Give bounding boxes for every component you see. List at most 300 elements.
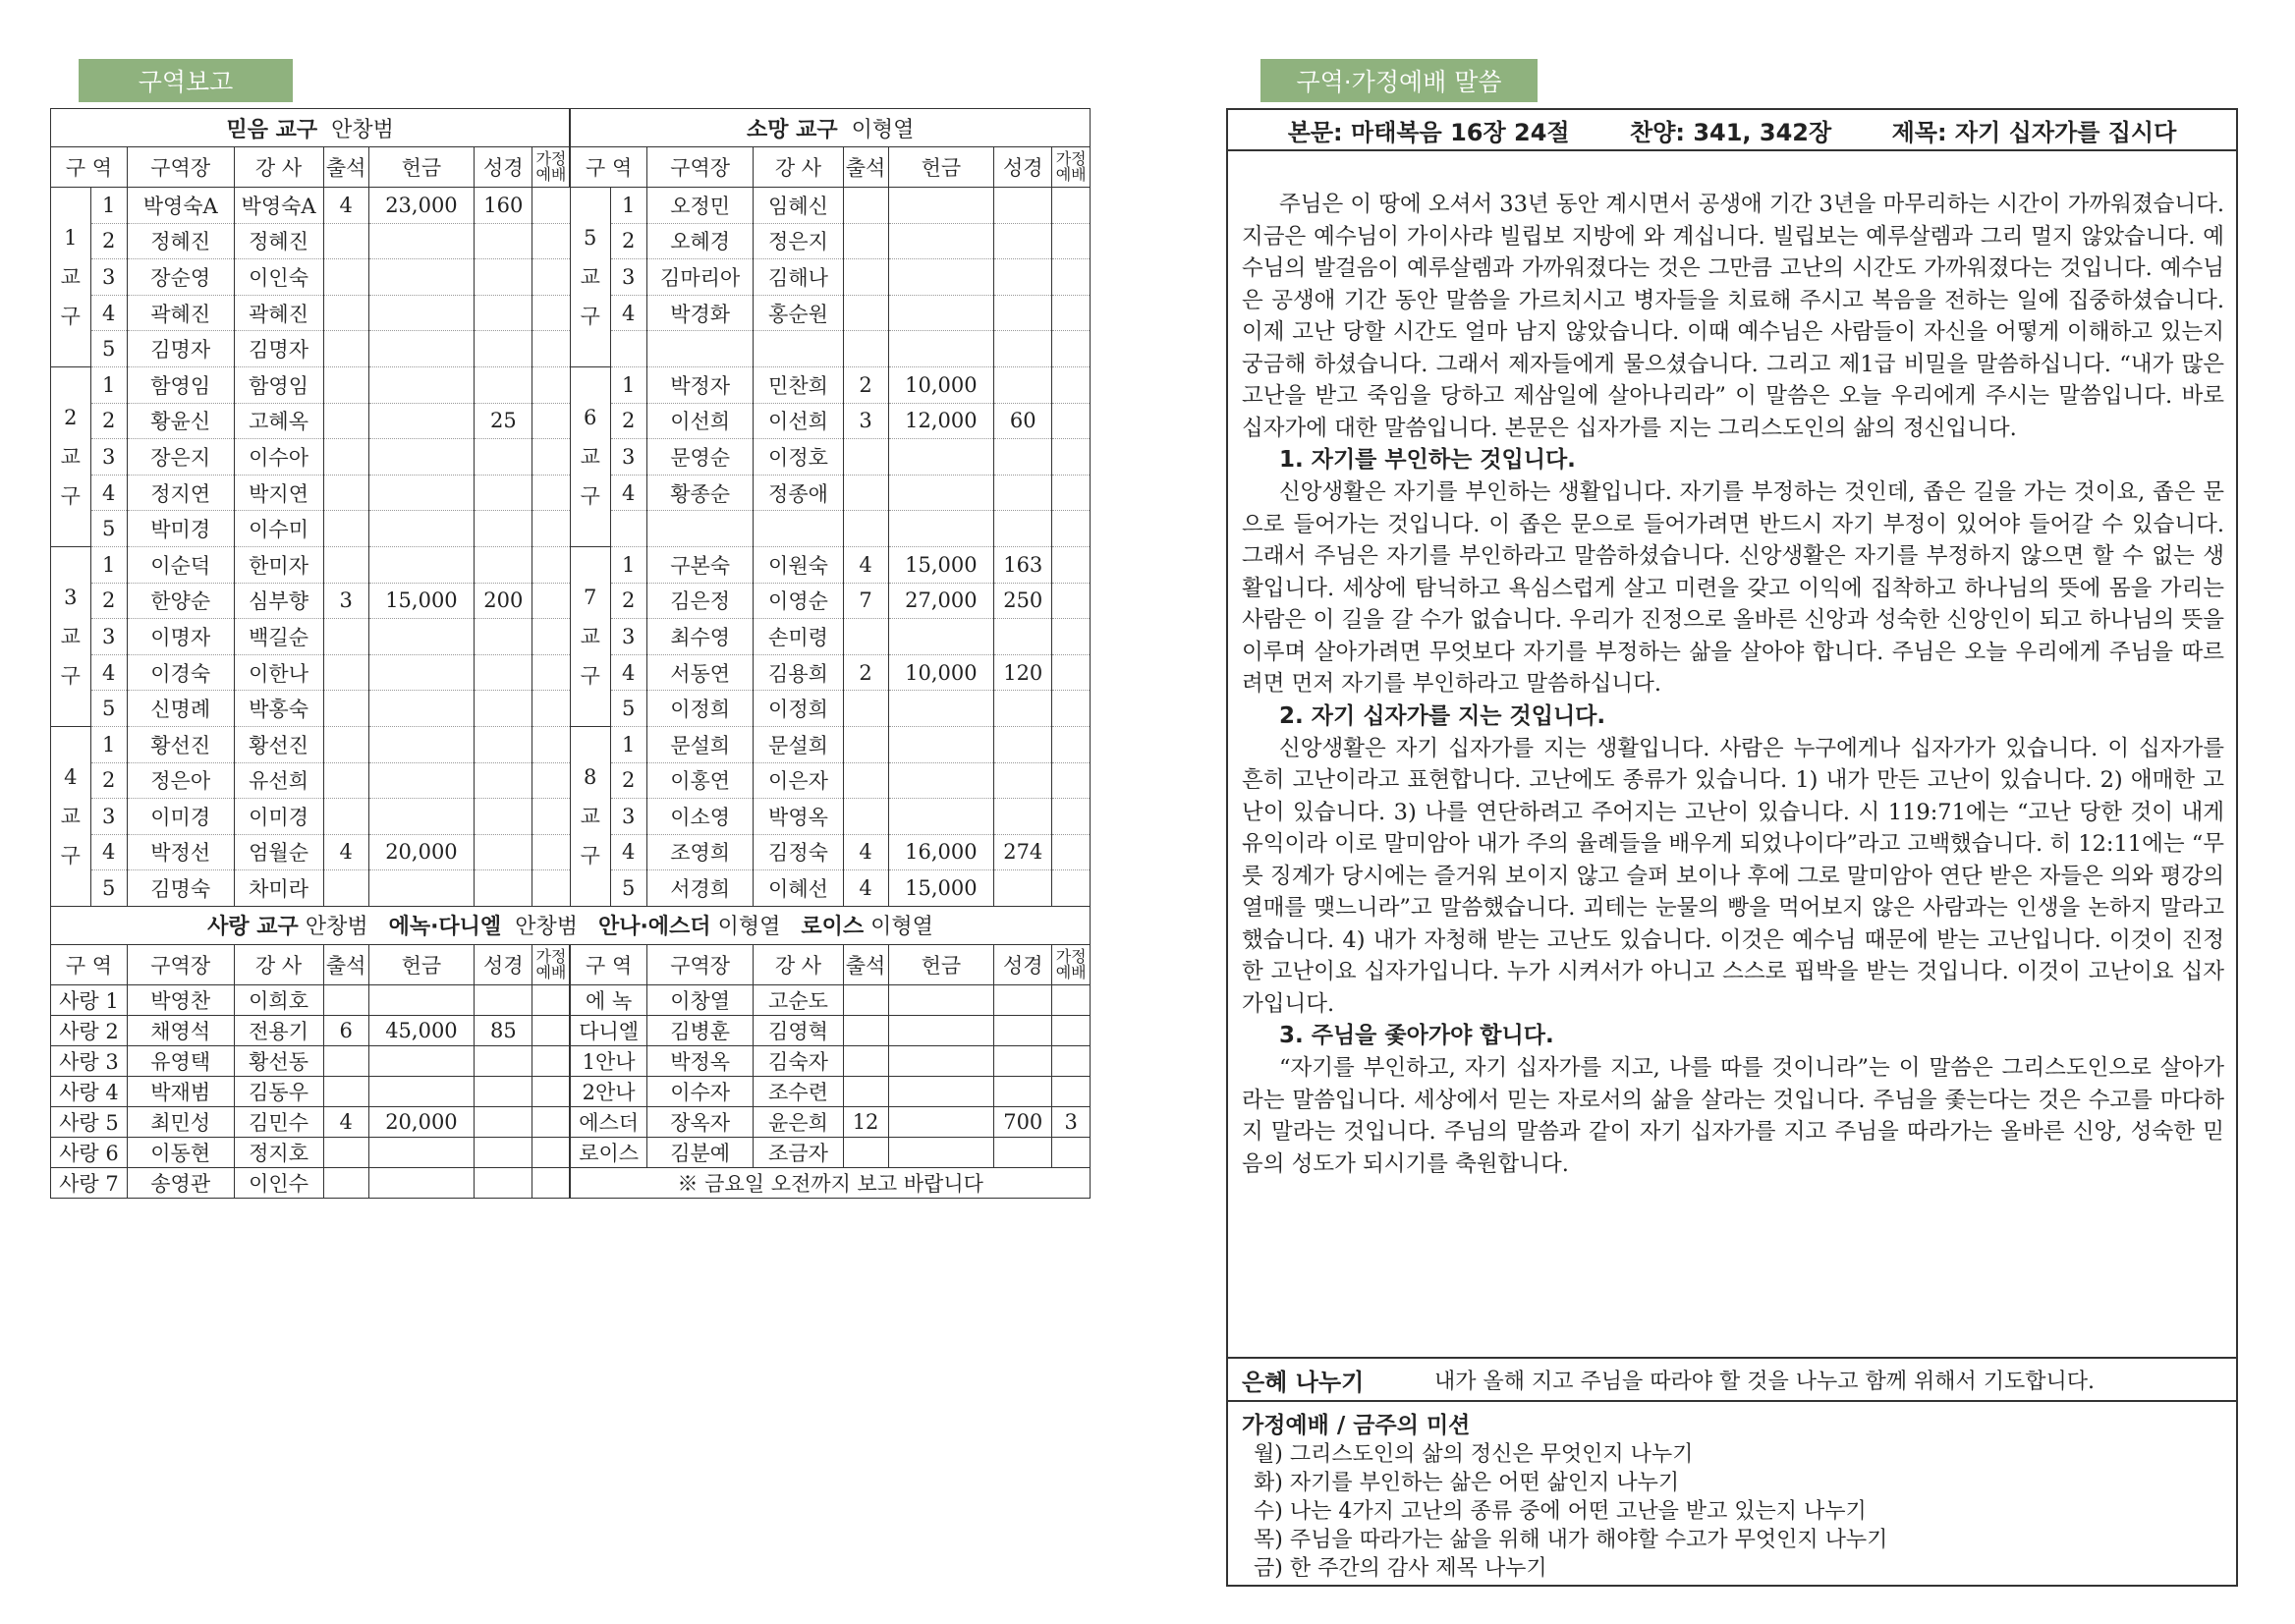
table-cell (323, 1076, 368, 1106)
table-cell: 박경화 (646, 295, 754, 331)
table-cell (532, 259, 570, 296)
table-cell (1052, 984, 1091, 1015)
table-cell (994, 366, 1052, 403)
table-cell: 이정희 (754, 691, 843, 727)
table-cell: 3 (843, 403, 888, 439)
table-cell (368, 295, 475, 331)
table-cell (1052, 654, 1091, 691)
table-cell (475, 439, 532, 476)
table-cell: 3 (610, 799, 646, 835)
table-cell (1052, 726, 1091, 762)
table-cell (323, 546, 368, 583)
table-cell (843, 1045, 888, 1076)
table-cell (532, 1106, 570, 1137)
district-group-name: 5 교 구 (570, 188, 610, 367)
table-cell: 박영숙A (234, 188, 323, 224)
table-cell (843, 984, 888, 1015)
table-cell (532, 984, 570, 1015)
table-cell (843, 1076, 888, 1106)
table-cell: 2 (610, 223, 646, 259)
table-cell: 5 (90, 331, 127, 367)
mission-item: 금) 한 주간의 감사 제목 나누기 (1254, 1556, 1547, 1581)
table-cell: 1 (90, 188, 127, 224)
table-cell: 문설희 (646, 726, 754, 762)
group-title-hope: 소망 교구 이형열 (570, 109, 1090, 147)
table-cell: 20,000 (368, 1106, 475, 1137)
weekly-mission (1242, 1412, 1887, 1583)
table-cell: 27,000 (888, 583, 994, 619)
table-cell (368, 726, 475, 762)
table-cell: 85 (475, 1015, 532, 1045)
table-cell (1052, 331, 1091, 367)
table-cell (1052, 619, 1091, 655)
table-cell: 이혜선 (754, 870, 843, 907)
table-cell (843, 223, 888, 259)
table-cell (323, 984, 368, 1015)
table-cell: 1 (610, 546, 646, 583)
table-cell (610, 331, 646, 367)
sermon-point-3: 3. 주님을 좇아가야 합니다. (1279, 1023, 1554, 1048)
table-cell (475, 762, 532, 799)
table-cell: 박재범 (127, 1076, 234, 1106)
table-cell: 이인숙 (234, 259, 323, 296)
table-cell: 김명자 (234, 331, 323, 367)
table-cell (994, 799, 1052, 835)
table-cell (323, 799, 368, 835)
table-cell: 이은자 (754, 762, 843, 799)
table-cell: 이정희 (646, 691, 754, 727)
table-cell (1052, 1076, 1091, 1106)
table-row (51, 1137, 1091, 1167)
table-cell (475, 726, 532, 762)
table-cell (532, 1015, 570, 1045)
table-cell: 김마리아 (646, 259, 754, 296)
table-cell (843, 619, 888, 655)
table-cell: 15,000 (888, 870, 994, 907)
table-cell (888, 984, 994, 1015)
table-cell (368, 511, 475, 547)
table-cell (532, 331, 570, 367)
table-cell: 정혜진 (127, 223, 234, 259)
table-cell (843, 475, 888, 511)
table-cell: 2 (610, 762, 646, 799)
table-cell (994, 259, 1052, 296)
table-cell: 고혜옥 (234, 403, 323, 439)
table-cell: 사랑 7 (51, 1167, 128, 1198)
table-cell: 4 (610, 295, 646, 331)
mission-item: 월) 그리스도인의 삶의 정신은 무엇인지 나누기 (1254, 1442, 1694, 1467)
table-cell (843, 259, 888, 296)
table-cell (368, 366, 475, 403)
table-cell (994, 1137, 1052, 1167)
table-row (51, 1045, 1091, 1076)
table-cell (843, 331, 888, 367)
table-cell (475, 691, 532, 727)
table-cell: 황윤신 (127, 403, 234, 439)
table-cell: 이영순 (754, 583, 843, 619)
table-cell (532, 691, 570, 727)
table-cell: 엄월순 (234, 834, 323, 870)
table-cell (475, 546, 532, 583)
table-cell (1052, 511, 1091, 547)
table-cell: 4 (843, 834, 888, 870)
table-cell: 4 (610, 834, 646, 870)
table-cell: 박영숙A (127, 188, 234, 224)
table-cell: 서경희 (646, 870, 754, 907)
table-cell: 15,000 (888, 546, 994, 583)
table-cell: 4 (90, 654, 127, 691)
table-cell (1052, 583, 1091, 619)
district-group-name: 2 교 구 (51, 366, 91, 546)
table-cell (994, 223, 1052, 259)
table-cell (323, 511, 368, 547)
table-cell (994, 762, 1052, 799)
table-cell (1052, 1137, 1091, 1167)
district-group-name: 1 교 구 (51, 188, 91, 367)
district-group-name: 3 교 구 (51, 546, 91, 726)
table-cell: 문설희 (754, 726, 843, 762)
table-cell: 16,000 (888, 834, 994, 870)
table-cell: 한양순 (127, 583, 234, 619)
table-cell: 홍순원 (754, 295, 843, 331)
table-cell (475, 475, 532, 511)
table-cell: 200 (475, 583, 532, 619)
table-cell: 유영택 (127, 1045, 234, 1076)
table-cell (368, 619, 475, 655)
table-cell: 사랑 4 (51, 1076, 128, 1106)
table-cell: 이선희 (646, 403, 754, 439)
table-cell (532, 439, 570, 476)
table-cell (888, 475, 994, 511)
table-cell: 서동연 (646, 654, 754, 691)
table-cell: 박미경 (127, 511, 234, 547)
sermon-point-2: 2. 자기 십자가를 지는 것입니다. (1279, 702, 1606, 729)
table-cell: 한미자 (234, 546, 323, 583)
mission-item: 화) 자기를 부인하는 삶은 어떤 삶인지 나누기 (1254, 1471, 1680, 1495)
table-cell: 송영관 (127, 1167, 234, 1198)
table-cell (532, 1076, 570, 1106)
sermon-body (1242, 189, 2224, 1180)
table-row (51, 984, 1091, 1015)
table-cell: 5 (610, 691, 646, 727)
table-cell: 김용희 (754, 654, 843, 691)
table-cell (843, 511, 888, 547)
table-cell (1052, 188, 1091, 224)
table-cell (843, 762, 888, 799)
table-cell: 장옥자 (646, 1106, 754, 1137)
table-cell: 황선진 (127, 726, 234, 762)
table-cell: 이원숙 (754, 546, 843, 583)
scripture-reference: 본문: 마태복음 16장 24절 (1287, 118, 1570, 146)
table-cell: 정지호 (234, 1137, 323, 1167)
table-cell (888, 439, 994, 476)
table-cell (843, 1015, 888, 1045)
table-cell: 김정숙 (754, 834, 843, 870)
table-cell: 4 (323, 188, 368, 224)
table-cell: 1 (90, 546, 127, 583)
table-cell (888, 331, 994, 367)
table-cell: 2안나 (570, 1076, 646, 1106)
table-cell (994, 188, 1052, 224)
table-cell: 박지연 (234, 475, 323, 511)
table-cell: 사랑 3 (51, 1045, 128, 1076)
table-cell: 1 (610, 366, 646, 403)
table-cell: 이경숙 (127, 654, 234, 691)
table-cell: 이소영 (646, 799, 754, 835)
table-cell (888, 691, 994, 727)
table-cell (532, 1137, 570, 1167)
table-cell: 23,000 (368, 188, 475, 224)
table-cell: 2 (90, 223, 127, 259)
group-title-bottom: 사랑 교구 안창범 에녹·다니엘 안창범 안나·에스더 이형열 로이스 이형열 (51, 906, 1091, 944)
table-cell (368, 1045, 475, 1076)
table-cell: 700 (994, 1106, 1052, 1137)
table-cell: 장은지 (127, 439, 234, 476)
table-cell (368, 799, 475, 835)
table-cell: 5 (90, 691, 127, 727)
table-cell: 임혜신 (754, 188, 843, 224)
table-cell (1052, 870, 1091, 907)
table-cell (475, 295, 532, 331)
table-cell: 250 (994, 583, 1052, 619)
grace-sharing-label: 은혜 나누기 (1242, 1368, 1365, 1396)
table-cell (532, 188, 570, 224)
table-cell: 이미경 (127, 799, 234, 835)
table-cell (888, 295, 994, 331)
section-tab-district-report: 구역보고 (79, 59, 293, 102)
table-cell: 1 (610, 726, 646, 762)
table-cell (754, 331, 843, 367)
table-cell: 5 (610, 870, 646, 907)
table-header-row: 구 역 구역장 강 사 출석 헌금 성경 가정예배 구 역 구역장 강 사 출석 헌금 성경 가정예배 (51, 147, 1091, 188)
table-cell (368, 475, 475, 511)
table-cell (888, 1137, 994, 1167)
table-cell: 4 (843, 546, 888, 583)
table-cell (475, 1167, 532, 1198)
table-cell (888, 799, 994, 835)
table-cell: 45,000 (368, 1015, 475, 1045)
table-cell (323, 403, 368, 439)
table-cell (994, 511, 1052, 547)
table-cell (1052, 1015, 1091, 1045)
table-cell (646, 331, 754, 367)
table-cell: 사랑 5 (51, 1106, 128, 1137)
table-cell: 4 (843, 870, 888, 907)
table-cell (475, 834, 532, 870)
table-cell (323, 619, 368, 655)
table-cell: 에 녹 (570, 984, 646, 1015)
table-cell: 박정선 (127, 834, 234, 870)
table-cell (532, 475, 570, 511)
district-group-name: 8 교 구 (570, 726, 610, 906)
table-cell: 5 (90, 870, 127, 907)
table-cell (323, 366, 368, 403)
table-cell (323, 654, 368, 691)
table-cell (475, 1045, 532, 1076)
table-cell (994, 1045, 1052, 1076)
table-cell: 이홍연 (646, 762, 754, 799)
table-cell (532, 619, 570, 655)
table-cell: 로이스 (570, 1137, 646, 1167)
table-cell (323, 331, 368, 367)
table-cell (323, 1137, 368, 1167)
table-cell (323, 870, 368, 907)
table-cell: 이명자 (127, 619, 234, 655)
table-cell (888, 259, 994, 296)
table-cell: 고순도 (754, 984, 843, 1015)
table-cell: 김명자 (127, 331, 234, 367)
table-cell (532, 1167, 570, 1198)
table-cell: 이창열 (646, 984, 754, 1015)
table-cell (888, 726, 994, 762)
table-cell: 이인수 (234, 1167, 323, 1198)
table-cell: 정혜진 (234, 223, 323, 259)
table-cell: 정은아 (127, 762, 234, 799)
table-cell: 민찬희 (754, 366, 843, 403)
table-cell: 오혜경 (646, 223, 754, 259)
table-cell (1052, 762, 1091, 799)
table-cell (532, 511, 570, 547)
table-cell: 김민수 (234, 1106, 323, 1137)
table-cell: 274 (994, 834, 1052, 870)
table-cell: 구본숙 (646, 546, 754, 583)
table-cell: 2 (90, 583, 127, 619)
table-cell (475, 1076, 532, 1106)
table-cell: 이정호 (754, 439, 843, 476)
table-cell: 김영혁 (754, 1015, 843, 1045)
sermon-title: 제목: 자기 십자가를 집시다 (1891, 118, 2177, 146)
table-cell: 최수영 (646, 619, 754, 655)
table-cell (1052, 223, 1091, 259)
table-cell: 김동우 (234, 1076, 323, 1106)
table-cell: 함영임 (127, 366, 234, 403)
table-cell (475, 654, 532, 691)
sermon-header (1228, 110, 2236, 151)
sermon-paragraph-3: “자기를 부인하고, 자기 십자가를 지고, 나를 따를 것이니라”는 이 말씀은 그리스도인으로 살아가라는 말씀입니다. 세상에서 믿는 자로서의 삶을 살라는 것입니다. 주님을 좇는다는 것은 수고를 마다하지 말라는 것입니다. 주님의 말씀과 같이 자기 십자가를 지고 주님을 따라가는 올바른 신앙, 성숙한 믿음의 성도가 되시기를 축원합니다. (1242, 1055, 2224, 1177)
sermon-panel (1226, 108, 2238, 1587)
table-cell: 3 (610, 619, 646, 655)
table-cell: 3 (90, 799, 127, 835)
table-cell: 박홍숙 (234, 691, 323, 727)
grace-sharing-text: 내가 올해 지고 주님을 따라야 할 것을 나누고 함께 위해서 기도합니다. (1434, 1369, 2095, 1394)
table-cell (532, 726, 570, 762)
table-row (51, 1076, 1091, 1106)
table-cell: 이희호 (234, 984, 323, 1015)
table-cell (888, 188, 994, 224)
table-cell (532, 1045, 570, 1076)
mission-item: 수) 나는 4가지 고난의 종류 중에 어떤 고난을 받고 있는지 나누기 (1254, 1499, 1867, 1524)
table-cell (532, 654, 570, 691)
district-report (50, 108, 1091, 1199)
table-cell: 3 (610, 439, 646, 476)
table-cell: 손미령 (754, 619, 843, 655)
table-cell: 조수련 (754, 1076, 843, 1106)
footer-note: ※ 금요일 오전까지 보고 바랍니다 (570, 1167, 1090, 1198)
table-cell: 3 (1052, 1106, 1091, 1137)
table-cell (843, 1137, 888, 1167)
table-cell (994, 619, 1052, 655)
table-cell (1052, 259, 1091, 296)
district-group-name: 4 교 구 (51, 726, 91, 906)
table-cell: 이동현 (127, 1137, 234, 1167)
table-cell (368, 259, 475, 296)
table-cell (323, 762, 368, 799)
table-cell (368, 403, 475, 439)
table-cell (843, 188, 888, 224)
table-cell: 에스더 (570, 1106, 646, 1137)
table-cell (323, 1167, 368, 1198)
table-cell (1052, 691, 1091, 727)
sermon-point-1: 1. 자기를 부인하는 것입니다. (1279, 447, 1576, 473)
table-cell (475, 223, 532, 259)
table-cell (475, 619, 532, 655)
table-cell: 전용기 (234, 1015, 323, 1045)
table-cell: 정은지 (754, 223, 843, 259)
table-cell (368, 984, 475, 1015)
table-cell (1052, 834, 1091, 870)
sermon-intro: 주님은 이 땅에 오셔서 33년 동안 계시면서 공생애 기간 3년을 마무리하는 시간이 가까워졌습니다. 지금은 예수님이 가이사랴 빌립보 지방에 와 계십니다. 빌립보는 예루살렘과 그리 멀지 않았습니다. 예수님의 발걸음이 예루살렘과 가까워졌다는 것은 그만큼 고난의 시간도 가까워졌다는 것입니다. 예수님은 공생애 기간 동안 말씀을 가르치시고 병자들을 치료해 주시고 복음을 전하는 일에 집중하셨습니다. 이제 고난 당할 시간도 얼마 남지 않았습니다. 이때 예수님은 사람들이 자신을 어떻게 이해하고 있는지 궁금해 하셨습니다. 그래서 제자들에게 물으셨습니다. 그리고 제1급 비밀을 말씀하십니다. “내가 많은 고난을 받고 죽임을 당하고 제삼일에 살아나리라” 이 말씀은 오늘 우리에게 주시는 말씀입니다. 바로 십자가에 대한 말씀입니다. 본문은 십자가를 지는 그리스도인의 삶의 정신입니다. (1242, 192, 2224, 441)
table-cell (888, 1015, 994, 1045)
table-cell: 4 (610, 654, 646, 691)
table-cell (994, 331, 1052, 367)
table-cell (888, 762, 994, 799)
table-cell: 12 (843, 1106, 888, 1137)
table-cell: 4 (323, 834, 368, 870)
table-cell (843, 799, 888, 835)
table-cell (323, 1045, 368, 1076)
table-cell: 사랑 6 (51, 1137, 128, 1167)
table-cell (368, 870, 475, 907)
table-cell (994, 475, 1052, 511)
table-cell (888, 1045, 994, 1076)
table-cell: 이선희 (754, 403, 843, 439)
table-cell: 1 (610, 188, 646, 224)
table-cell (323, 259, 368, 296)
table-cell: 160 (475, 188, 532, 224)
table-cell (994, 295, 1052, 331)
table-cell (754, 511, 843, 547)
table-cell: 함영임 (234, 366, 323, 403)
table-cell (1052, 366, 1091, 403)
table-cell: 6 (323, 1015, 368, 1045)
table-cell (994, 691, 1052, 727)
table-cell: 60 (994, 403, 1052, 439)
table-cell (1052, 799, 1091, 835)
table-cell (323, 295, 368, 331)
table-cell: 3 (90, 259, 127, 296)
table-cell: 1 (90, 366, 127, 403)
table-cell: 문영순 (646, 439, 754, 476)
table-cell (368, 439, 475, 476)
table-cell: 2 (90, 762, 127, 799)
district-report-table (50, 108, 1091, 1199)
table-cell: 심부향 (234, 583, 323, 619)
table-cell (323, 691, 368, 727)
table-cell (368, 1137, 475, 1167)
table-header-row: 구 역 구역장 강 사 출석 헌금 성경 가정예배 구 역 구역장 강 사 출석 헌금 성경 가정예배 (51, 944, 1091, 984)
table-cell: 채영석 (127, 1015, 234, 1045)
district-group-name: 7 교 구 (570, 546, 610, 726)
section-tab-sermon: 구역·가정예배 말씀 (1260, 59, 1538, 102)
table-cell: 3 (90, 619, 127, 655)
table-cell: 박정자 (646, 366, 754, 403)
table-cell: 김숙자 (754, 1045, 843, 1076)
table-cell (475, 870, 532, 907)
table-cell: 사랑 2 (51, 1015, 128, 1045)
table-cell: 2 (90, 403, 127, 439)
table-cell: 12,000 (888, 403, 994, 439)
table-cell: 장순영 (127, 259, 234, 296)
